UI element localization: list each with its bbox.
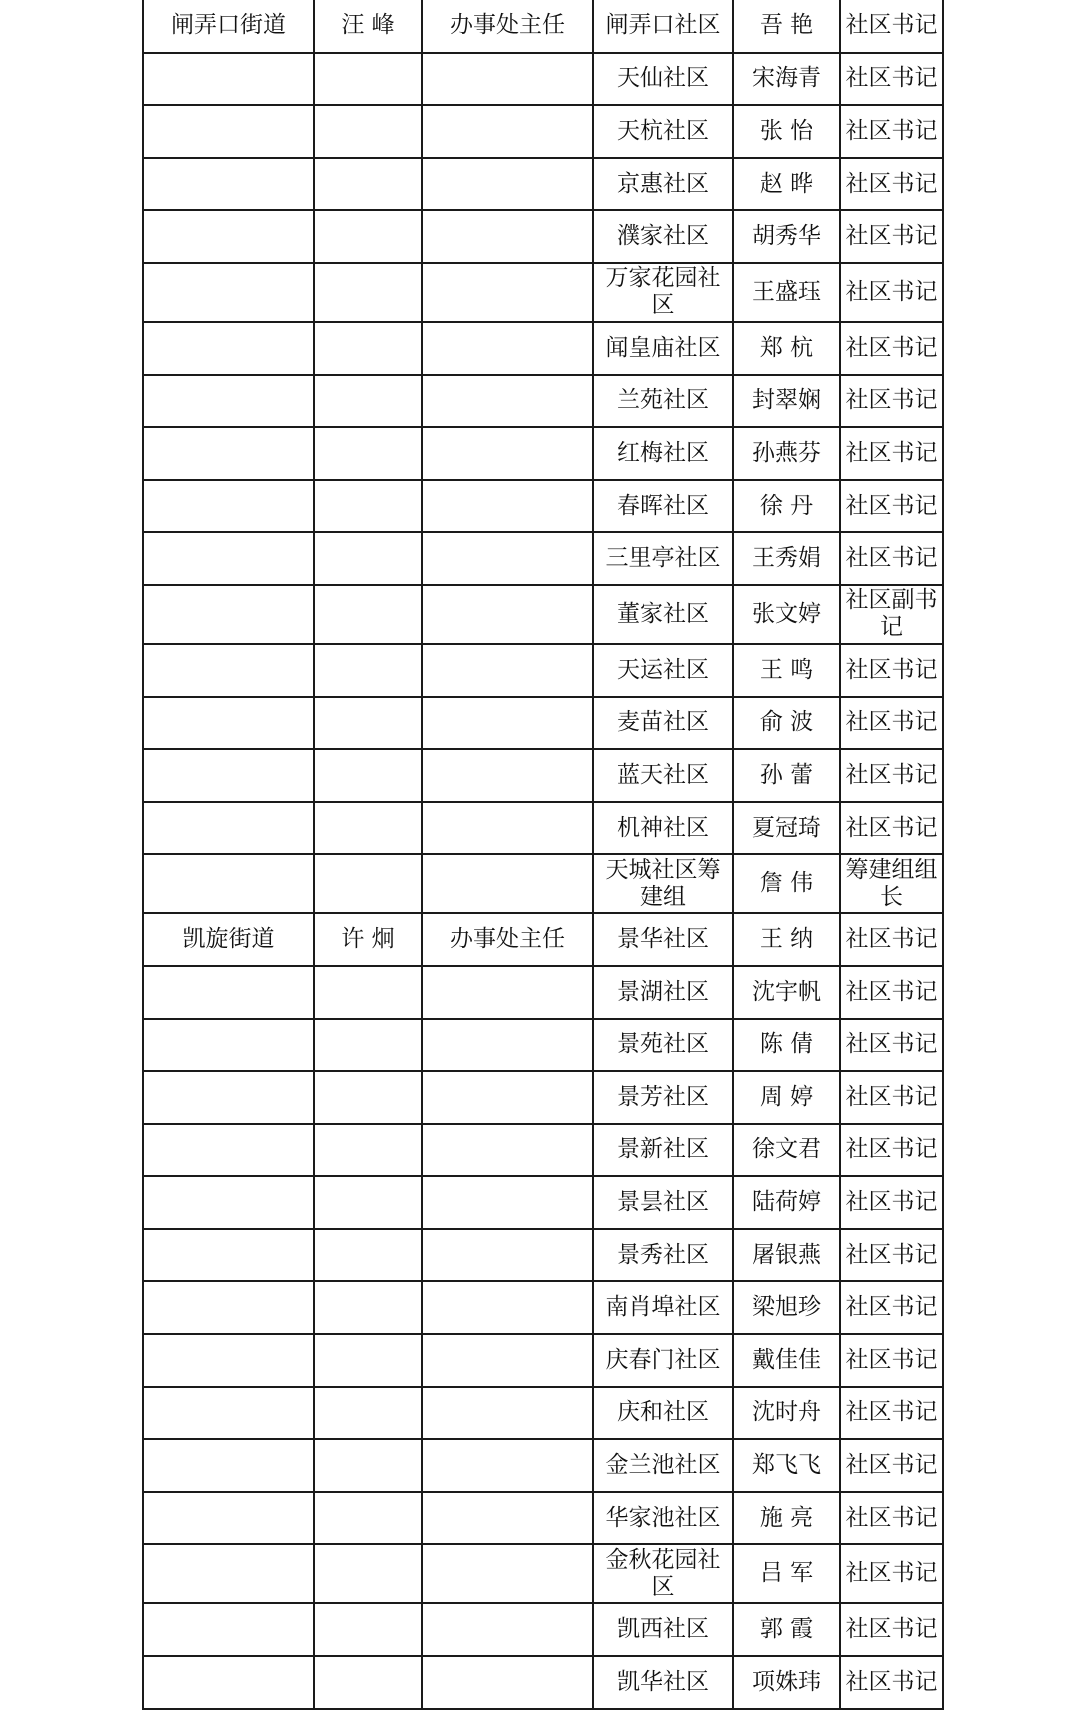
street-cell xyxy=(143,1019,314,1072)
leader-title-cell xyxy=(422,210,593,263)
secretary-position-cell: 社区书记 xyxy=(840,1176,943,1229)
street-cell xyxy=(143,749,314,802)
secretary-name-cell: 詹 伟 xyxy=(733,854,840,913)
community-cell: 景秀社区 xyxy=(593,1229,733,1282)
street-cell xyxy=(143,1071,314,1124)
street-cell xyxy=(143,966,314,1019)
secretary-position-cell: 社区书记 xyxy=(840,0,943,53)
community-cell: 董家社区 xyxy=(593,585,733,644)
secretary-position-cell: 社区书记 xyxy=(840,532,943,585)
leader-name-cell xyxy=(314,1656,422,1709)
secretary-position-cell: 社区书记 xyxy=(840,1334,943,1387)
leader-name-cell xyxy=(314,480,422,533)
secretary-name-cell: 王盛珏 xyxy=(733,263,840,322)
community-cell: 景昙社区 xyxy=(593,1176,733,1229)
leader-title-cell xyxy=(422,1019,593,1072)
leader-name-cell xyxy=(314,697,422,750)
table-row xyxy=(143,263,943,322)
leader-name-cell xyxy=(314,322,422,375)
leader-title-cell xyxy=(422,1603,593,1656)
leader-name-cell xyxy=(314,427,422,480)
secretary-name-cell: 张文婷 xyxy=(733,585,840,644)
community-cell: 金秋花园社区 xyxy=(593,1544,733,1603)
secretary-position-cell: 社区书记 xyxy=(840,480,943,533)
leader-title-cell xyxy=(422,585,593,644)
leader-title-cell xyxy=(422,322,593,375)
secretary-name-cell: 王秀娟 xyxy=(733,532,840,585)
community-cell: 濮家社区 xyxy=(593,210,733,263)
leader-title-cell xyxy=(422,802,593,855)
table-row xyxy=(143,1334,943,1387)
leader-name-cell xyxy=(314,158,422,211)
secretary-name-cell: 陆荷婷 xyxy=(733,1176,840,1229)
secretary-position-cell: 社区书记 xyxy=(840,966,943,1019)
leader-title-cell xyxy=(422,1071,593,1124)
secretary-position-cell: 社区书记 xyxy=(840,1229,943,1282)
leader-name-cell xyxy=(314,1019,422,1072)
secretary-name-cell: 项姝玮 xyxy=(733,1656,840,1709)
table-row xyxy=(143,1229,943,1282)
table-row xyxy=(143,532,943,585)
table-row xyxy=(143,53,943,106)
community-cell: 景苑社区 xyxy=(593,1019,733,1072)
street-cell xyxy=(143,1176,314,1229)
secretary-name-cell: 徐文君 xyxy=(733,1124,840,1177)
street-cell xyxy=(143,263,314,322)
leader-title-cell xyxy=(422,105,593,158)
leader-title-cell xyxy=(422,53,593,106)
leader-name-cell xyxy=(314,854,422,913)
street-cell xyxy=(143,375,314,428)
street-cell xyxy=(143,1656,314,1709)
secretary-position-cell: 社区书记 xyxy=(840,1019,943,1072)
secretary-position-cell: 社区书记 xyxy=(840,1387,943,1440)
table-row xyxy=(143,1124,943,1177)
street-cell: 凯旋街道 xyxy=(143,913,314,966)
community-cell: 红梅社区 xyxy=(593,427,733,480)
leader-title-cell: 办事处主任 xyxy=(422,0,593,53)
community-cell: 天仙社区 xyxy=(593,53,733,106)
street-cell xyxy=(143,53,314,106)
table-row xyxy=(143,1492,943,1545)
street-cell xyxy=(143,1229,314,1282)
leader-name-cell xyxy=(314,53,422,106)
table-row xyxy=(143,480,943,533)
leader-title-cell xyxy=(422,644,593,697)
street-cell xyxy=(143,322,314,375)
leader-name-cell xyxy=(314,802,422,855)
table-row xyxy=(143,210,943,263)
table-row xyxy=(143,105,943,158)
leader-name-cell: 许 炯 xyxy=(314,913,422,966)
community-cell: 庆和社区 xyxy=(593,1387,733,1440)
leader-name-cell xyxy=(314,1439,422,1492)
secretary-name-cell: 郭 霞 xyxy=(733,1603,840,1656)
secretary-name-cell: 夏冠琦 xyxy=(733,802,840,855)
secretary-name-cell: 徐 丹 xyxy=(733,480,840,533)
secretary-position-cell: 社区书记 xyxy=(840,263,943,322)
secretary-position-cell: 社区书记 xyxy=(840,1603,943,1656)
secretary-position-cell: 社区书记 xyxy=(840,322,943,375)
secretary-position-cell: 社区书记 xyxy=(840,1071,943,1124)
leader-title-cell xyxy=(422,480,593,533)
leader-name-cell xyxy=(314,585,422,644)
leader-title-cell xyxy=(422,1387,593,1440)
table-row xyxy=(143,322,943,375)
street-cell xyxy=(143,1439,314,1492)
leader-title-cell xyxy=(422,1176,593,1229)
table-row xyxy=(143,749,943,802)
street-cell xyxy=(143,854,314,913)
secretary-position-cell: 社区书记 xyxy=(840,375,943,428)
leader-title-cell xyxy=(422,263,593,322)
secretary-name-cell: 沈宇帆 xyxy=(733,966,840,1019)
secretary-position-cell: 社区书记 xyxy=(840,210,943,263)
leader-title-cell xyxy=(422,697,593,750)
table-row xyxy=(143,966,943,1019)
leader-name-cell xyxy=(314,263,422,322)
secretary-position-cell: 社区书记 xyxy=(840,697,943,750)
secretary-name-cell: 梁旭珍 xyxy=(733,1281,840,1334)
leader-title-cell xyxy=(422,427,593,480)
leader-title-cell xyxy=(422,1281,593,1334)
roster-table xyxy=(142,0,944,1710)
leader-name-cell xyxy=(314,210,422,263)
table-row xyxy=(143,1603,943,1656)
community-cell: 天杭社区 xyxy=(593,105,733,158)
secretary-position-cell: 社区书记 xyxy=(840,644,943,697)
leader-title-cell xyxy=(422,1229,593,1282)
community-cell: 闸弄口社区 xyxy=(593,0,733,53)
table-row xyxy=(143,1071,943,1124)
secretary-name-cell: 封翠娴 xyxy=(733,375,840,428)
secretary-position-cell: 社区书记 xyxy=(840,158,943,211)
secretary-name-cell: 屠银燕 xyxy=(733,1229,840,1282)
leader-title-cell xyxy=(422,1492,593,1545)
table-row xyxy=(143,913,943,966)
leader-title-cell xyxy=(422,1439,593,1492)
street-cell xyxy=(143,1124,314,1177)
leader-title-cell xyxy=(422,1334,593,1387)
secretary-name-cell: 吕 军 xyxy=(733,1544,840,1603)
secretary-position-cell: 社区书记 xyxy=(840,427,943,480)
secretary-name-cell: 郑 杭 xyxy=(733,322,840,375)
secretary-name-cell: 俞 波 xyxy=(733,697,840,750)
secretary-name-cell: 宋海青 xyxy=(733,53,840,106)
leader-name-cell xyxy=(314,644,422,697)
leader-title-cell xyxy=(422,158,593,211)
table-row xyxy=(143,1176,943,1229)
community-cell: 景芳社区 xyxy=(593,1071,733,1124)
leader-title-cell xyxy=(422,749,593,802)
leader-title-cell xyxy=(422,375,593,428)
secretary-position-cell: 社区书记 xyxy=(840,1544,943,1603)
leader-title-cell xyxy=(422,532,593,585)
community-cell: 京惠社区 xyxy=(593,158,733,211)
leader-name-cell xyxy=(314,1176,422,1229)
community-cell: 春晖社区 xyxy=(593,480,733,533)
table-row xyxy=(143,585,943,644)
secretary-name-cell: 吾 艳 xyxy=(733,0,840,53)
leader-name-cell xyxy=(314,1387,422,1440)
secretary-name-cell: 赵 晔 xyxy=(733,158,840,211)
leader-name-cell xyxy=(314,749,422,802)
street-cell xyxy=(143,802,314,855)
secretary-position-cell: 社区书记 xyxy=(840,1492,943,1545)
table-row xyxy=(143,1019,943,1072)
secretary-position-cell: 社区书记 xyxy=(840,1124,943,1177)
community-cell: 天城社区筹建组 xyxy=(593,854,733,913)
secretary-name-cell: 胡秀华 xyxy=(733,210,840,263)
secretary-position-cell: 社区书记 xyxy=(840,1281,943,1334)
street-cell xyxy=(143,1603,314,1656)
secretary-name-cell: 周 婷 xyxy=(733,1071,840,1124)
secretary-name-cell: 孙 蕾 xyxy=(733,749,840,802)
table-row xyxy=(143,1281,943,1334)
community-cell: 万家花园社区 xyxy=(593,263,733,322)
table-row xyxy=(143,0,943,53)
community-cell: 凯华社区 xyxy=(593,1656,733,1709)
secretary-name-cell: 王 纳 xyxy=(733,913,840,966)
table-row xyxy=(143,854,943,913)
community-cell: 景湖社区 xyxy=(593,966,733,1019)
community-cell: 南肖埠社区 xyxy=(593,1281,733,1334)
community-cell: 天运社区 xyxy=(593,644,733,697)
leader-name-cell: 汪 峰 xyxy=(314,0,422,53)
community-cell: 蓝天社区 xyxy=(593,749,733,802)
leader-name-cell xyxy=(314,1229,422,1282)
street-cell xyxy=(143,644,314,697)
street-cell xyxy=(143,1544,314,1603)
secretary-position-cell: 社区副书记 xyxy=(840,585,943,644)
leader-name-cell xyxy=(314,1281,422,1334)
leader-name-cell xyxy=(314,1334,422,1387)
secretary-position-cell: 社区书记 xyxy=(840,802,943,855)
secretary-position-cell: 社区书记 xyxy=(840,1656,943,1709)
street-cell xyxy=(143,105,314,158)
table-row xyxy=(143,1387,943,1440)
secretary-name-cell: 沈时舟 xyxy=(733,1387,840,1440)
street-cell xyxy=(143,585,314,644)
table-row xyxy=(143,802,943,855)
street-cell xyxy=(143,210,314,263)
community-cell: 庆春门社区 xyxy=(593,1334,733,1387)
street-cell xyxy=(143,480,314,533)
secretary-name-cell: 孙燕芬 xyxy=(733,427,840,480)
leader-title-cell xyxy=(422,966,593,1019)
secretary-position-cell: 社区书记 xyxy=(840,749,943,802)
secretary-name-cell: 王 鸣 xyxy=(733,644,840,697)
leader-title-cell xyxy=(422,1124,593,1177)
table-row xyxy=(143,375,943,428)
leader-name-cell xyxy=(314,1603,422,1656)
table-row xyxy=(143,1439,943,1492)
secretary-name-cell: 张 怡 xyxy=(733,105,840,158)
street-cell: 闸弄口街道 xyxy=(143,0,314,53)
street-cell xyxy=(143,427,314,480)
secretary-name-cell: 陈 倩 xyxy=(733,1019,840,1072)
table-row xyxy=(143,697,943,750)
leader-name-cell xyxy=(314,1124,422,1177)
secretary-name-cell: 戴佳佳 xyxy=(733,1334,840,1387)
community-cell: 金兰池社区 xyxy=(593,1439,733,1492)
secretary-position-cell: 社区书记 xyxy=(840,913,943,966)
secretary-position-cell: 社区书记 xyxy=(840,105,943,158)
leader-name-cell xyxy=(314,375,422,428)
leader-name-cell xyxy=(314,1492,422,1545)
leader-name-cell xyxy=(314,1544,422,1603)
table-row xyxy=(143,644,943,697)
table-row xyxy=(143,427,943,480)
table-row xyxy=(143,158,943,211)
community-cell: 华家池社区 xyxy=(593,1492,733,1545)
community-cell: 景新社区 xyxy=(593,1124,733,1177)
community-cell: 麦苗社区 xyxy=(593,697,733,750)
table-row xyxy=(143,1656,943,1709)
leader-name-cell xyxy=(314,1071,422,1124)
community-cell: 兰苑社区 xyxy=(593,375,733,428)
street-cell xyxy=(143,158,314,211)
secretary-position-cell: 筹建组组长 xyxy=(840,854,943,913)
street-cell xyxy=(143,1492,314,1545)
community-cell: 三里亭社区 xyxy=(593,532,733,585)
table-row xyxy=(143,1544,943,1603)
leader-title-cell: 办事处主任 xyxy=(422,913,593,966)
community-cell: 凯西社区 xyxy=(593,1603,733,1656)
street-cell xyxy=(143,697,314,750)
street-cell xyxy=(143,532,314,585)
secretary-position-cell: 社区书记 xyxy=(840,53,943,106)
secretary-name-cell: 郑飞飞 xyxy=(733,1439,840,1492)
street-cell xyxy=(143,1334,314,1387)
secretary-position-cell: 社区书记 xyxy=(840,1439,943,1492)
community-cell: 景华社区 xyxy=(593,913,733,966)
leader-name-cell xyxy=(314,532,422,585)
leader-name-cell xyxy=(314,105,422,158)
leader-title-cell xyxy=(422,1656,593,1709)
secretary-name-cell: 施 亮 xyxy=(733,1492,840,1545)
community-cell: 闻皇庙社区 xyxy=(593,322,733,375)
street-cell xyxy=(143,1281,314,1334)
leader-title-cell xyxy=(422,854,593,913)
street-cell xyxy=(143,1387,314,1440)
leader-title-cell xyxy=(422,1544,593,1603)
community-cell: 机神社区 xyxy=(593,802,733,855)
leader-name-cell xyxy=(314,966,422,1019)
